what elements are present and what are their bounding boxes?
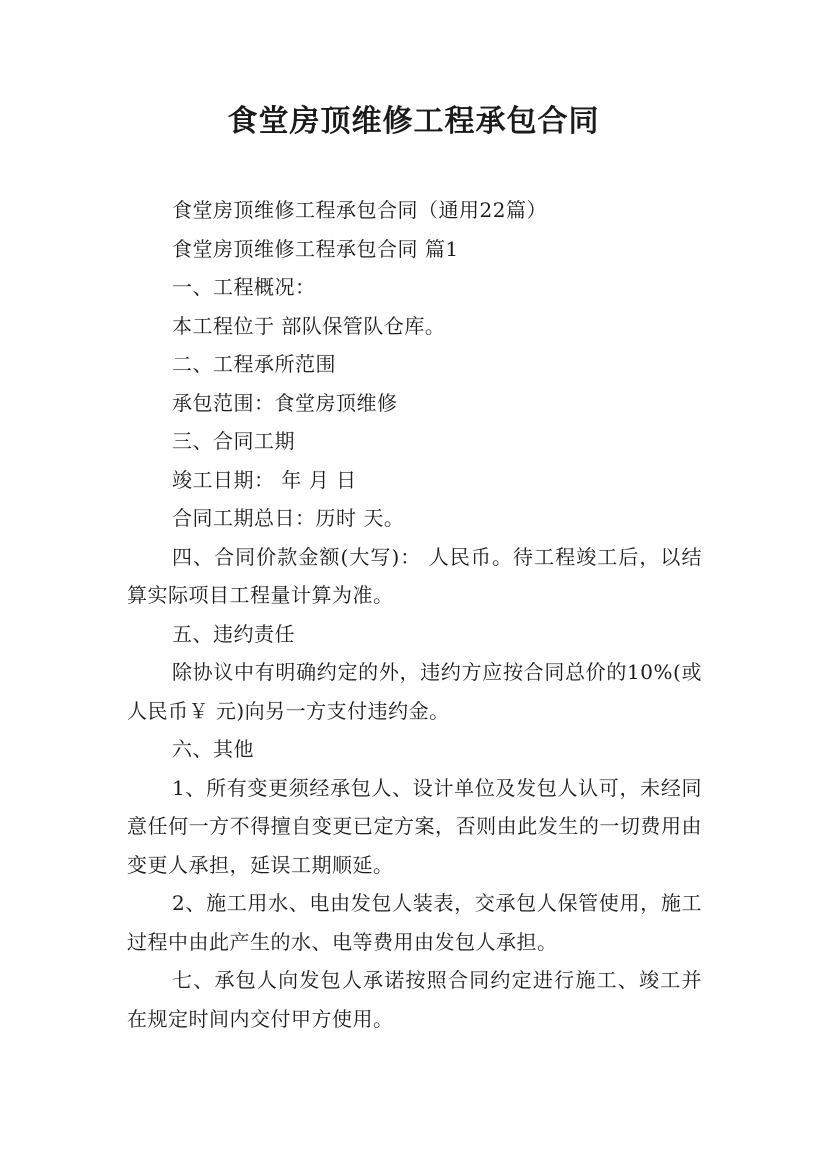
paragraph-subtitle: 食堂房顶维修工程承包合同（通用22篇） [172,198,547,222]
paragraph-completion-date: 竣工日期： 年 月 日 [172,467,357,492]
paragraph-other-2: 2、施工用水、电由发包人装表，交承包人保管使用，施工过程中由此产生的水、电等费用由发包人承担。 [127,891,702,954]
paragraph-part-heading: 食堂房顶维修工程承包合同 篇1 [172,236,459,261]
paragraph-section-3-heading: 三、合同工期 [172,429,295,453]
paragraph-section-2-heading: 二、工程承所范围 [172,352,336,376]
paragraph-section-5-heading: 五、违约责任 [172,621,295,646]
paragraph-section-7: 七、承包人向发包人承诺按照合同约定进行施工、竣工并在规定时间内交付甲方使用。 [127,968,702,1031]
paragraph-section-4-price: 四、合同价款金额(大写)： 人民币。待工程竣工后，以结算实际项目工程量计算为准。 [127,544,702,607]
paragraph-scope: 承包范围：食堂房顶维修 [172,390,398,415]
paragraph-other-1: 1、所有变更须经承包人、设计单位及发包人认可，未经同意任何一方不得擅自变更已定方案，否则由此发生的一切费用由变更人承担，延误工期顺延。 [127,775,702,877]
paragraph-section-1-heading: 一、工程概况： [172,275,316,299]
paragraph-total-days: 合同工期总日：历时 天。 [172,506,405,530]
document-title: 食堂房顶维修工程承包合同 [227,104,600,139]
paragraph-section-6-heading: 六、其他 [172,737,254,761]
document-body [127,191,702,1038]
paragraph-penalty: 除协议中有明确约定的外，违约方应按合同总价的10%(或人民币￥ 元)向另一方支付违约金。 [127,660,702,723]
paragraph-location: 本工程位于 部队保管队仓库。 [172,313,446,338]
